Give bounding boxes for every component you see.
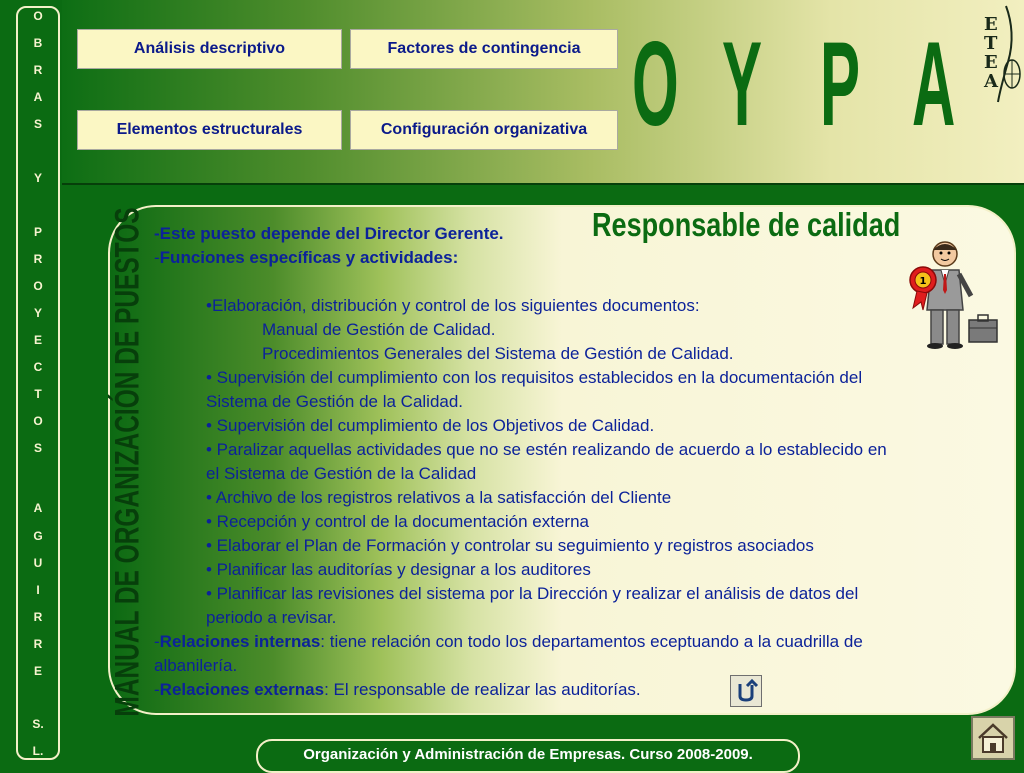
footer-course-label: Organización y Administración de Empresas. Curso 2008-2009. — [256, 739, 800, 773]
return-button[interactable] — [730, 675, 762, 707]
list-item: periodo a revisar. — [206, 608, 337, 627]
sidebar-letter: S — [33, 441, 42, 455]
list-item: • Recepción y control de la documentación externa — [206, 512, 590, 531]
vertical-title — [108, 207, 148, 717]
sidebar-letter: E — [33, 333, 42, 347]
sidebar-letter: R — [33, 637, 43, 651]
award-person-icon — [905, 238, 1001, 350]
sidebar-letter: O — [33, 414, 43, 428]
brand-letter-y: Y — [722, 17, 763, 151]
list-item: •Elaboración, distribución y control de los siguientes documentos: — [206, 296, 700, 315]
sidebar-letter: B — [33, 36, 43, 50]
vertical-title-text: MANUAL DE ORGANIZACIÓN DE PUESTOS — [108, 207, 147, 717]
list-item: • Supervisión del cumplimiento de los Objetivos de Calidad. — [206, 416, 655, 435]
list-item: • Planificar las revisiones del sistema por la Dirección y realizar el análisis de datos del — [206, 584, 859, 603]
logo-letter: A — [984, 71, 998, 92]
etea-logo-icon — [978, 2, 1022, 106]
dependency-line: -Este puesto depende del Director Gerente. — [154, 224, 504, 243]
sidebar-letter: P — [33, 225, 42, 239]
sidebar-letter: O — [33, 9, 43, 23]
sidebar-letter: E — [33, 664, 42, 678]
sidebar-letter: R — [33, 610, 43, 624]
brand-letter-a: A — [912, 17, 956, 151]
list-item: • Planificar las auditorías y designar a los auditores — [206, 560, 591, 579]
sidebar-letter: A — [33, 501, 43, 515]
sidebar-letter: C — [33, 360, 43, 374]
functions-heading — [154, 246, 458, 270]
sidebar-letter: G — [33, 529, 43, 543]
sidebar-letter: S. — [32, 717, 44, 731]
nav-factores-contingencia-button[interactable]: Factores de contingencia — [350, 29, 618, 69]
nav-elementos-estructurales-button[interactable]: Elementos estructurales — [77, 110, 342, 150]
header-divider — [62, 183, 1024, 185]
nav-analisis-descriptivo-button[interactable]: Análisis descriptivo — [77, 29, 342, 69]
sidebar-letter: L. — [32, 744, 44, 758]
logo-letter: E — [984, 14, 998, 35]
header-band — [62, 0, 1024, 183]
list-item: • Archivo de los registros relativos a la satisfacción del Cliente — [206, 488, 672, 507]
home-icon — [973, 718, 1013, 758]
list-item: el Sistema de Gestión de la Calidad — [206, 464, 477, 483]
sidebar-letter: I — [36, 583, 40, 597]
sidebar-letter: A — [33, 90, 43, 104]
list-item: • Elaborar el Plan de Formación y controlar su seguimiento y registros asociados — [206, 536, 814, 555]
logo-letter: T — [984, 33, 998, 54]
internal-relations-cont: albanilería. — [154, 656, 238, 675]
sidebar-letter: O — [33, 279, 43, 293]
sidebar-letter: T — [34, 387, 42, 401]
dash: - — [154, 680, 160, 699]
dash: - — [154, 632, 160, 651]
internal-relations-text: : tiene relación con todo los departamentos eceptuando a la cuadrilla de — [320, 632, 863, 651]
sidebar-letter: Y — [33, 171, 42, 185]
external-relations-label: Relaciones externas — [159, 680, 325, 699]
sidebar-letter: Y — [33, 306, 42, 320]
home-button[interactable] — [971, 716, 1015, 760]
external-relations-text: : El responsable de realizar las auditorías. — [324, 680, 641, 699]
logo-letter: E — [984, 52, 998, 73]
sidebar-letter: R — [33, 252, 43, 266]
list-item: • Supervisión del cumplimiento con los requisitos establecidos en la documentación del — [206, 368, 863, 387]
internal-relations-label: Relaciones internas — [159, 632, 321, 651]
internal-relations — [154, 630, 863, 654]
sidebar-letter: U — [33, 556, 43, 570]
brand-letter-o: O — [632, 17, 679, 151]
sidebar-letter: S — [33, 117, 42, 131]
nav-configuracion-organizativa-button[interactable]: Configuración organizativa — [350, 110, 618, 150]
list-item: Procedimientos Generales del Sistema de Gestión de Calidad. — [262, 344, 734, 363]
award-badge-number: 1 — [919, 276, 927, 287]
return-arrow-icon — [731, 676, 761, 706]
page-title: Responsable de calidad — [592, 206, 901, 243]
list-item: Manual de Gestión de Calidad. — [262, 320, 496, 339]
list-item: • Paralizar aquellas actividades que no se estén realizando de acuerdo a lo establecido en — [206, 440, 887, 459]
external-relations — [154, 678, 641, 702]
dash: - — [154, 248, 160, 267]
brand-letter-p: P — [820, 17, 861, 151]
sidebar-letter: R — [33, 63, 43, 77]
functions-label: Funciones específicas y actividades: — [159, 248, 459, 267]
list-item: Sistema de Gestión de la Calidad. — [206, 392, 464, 411]
